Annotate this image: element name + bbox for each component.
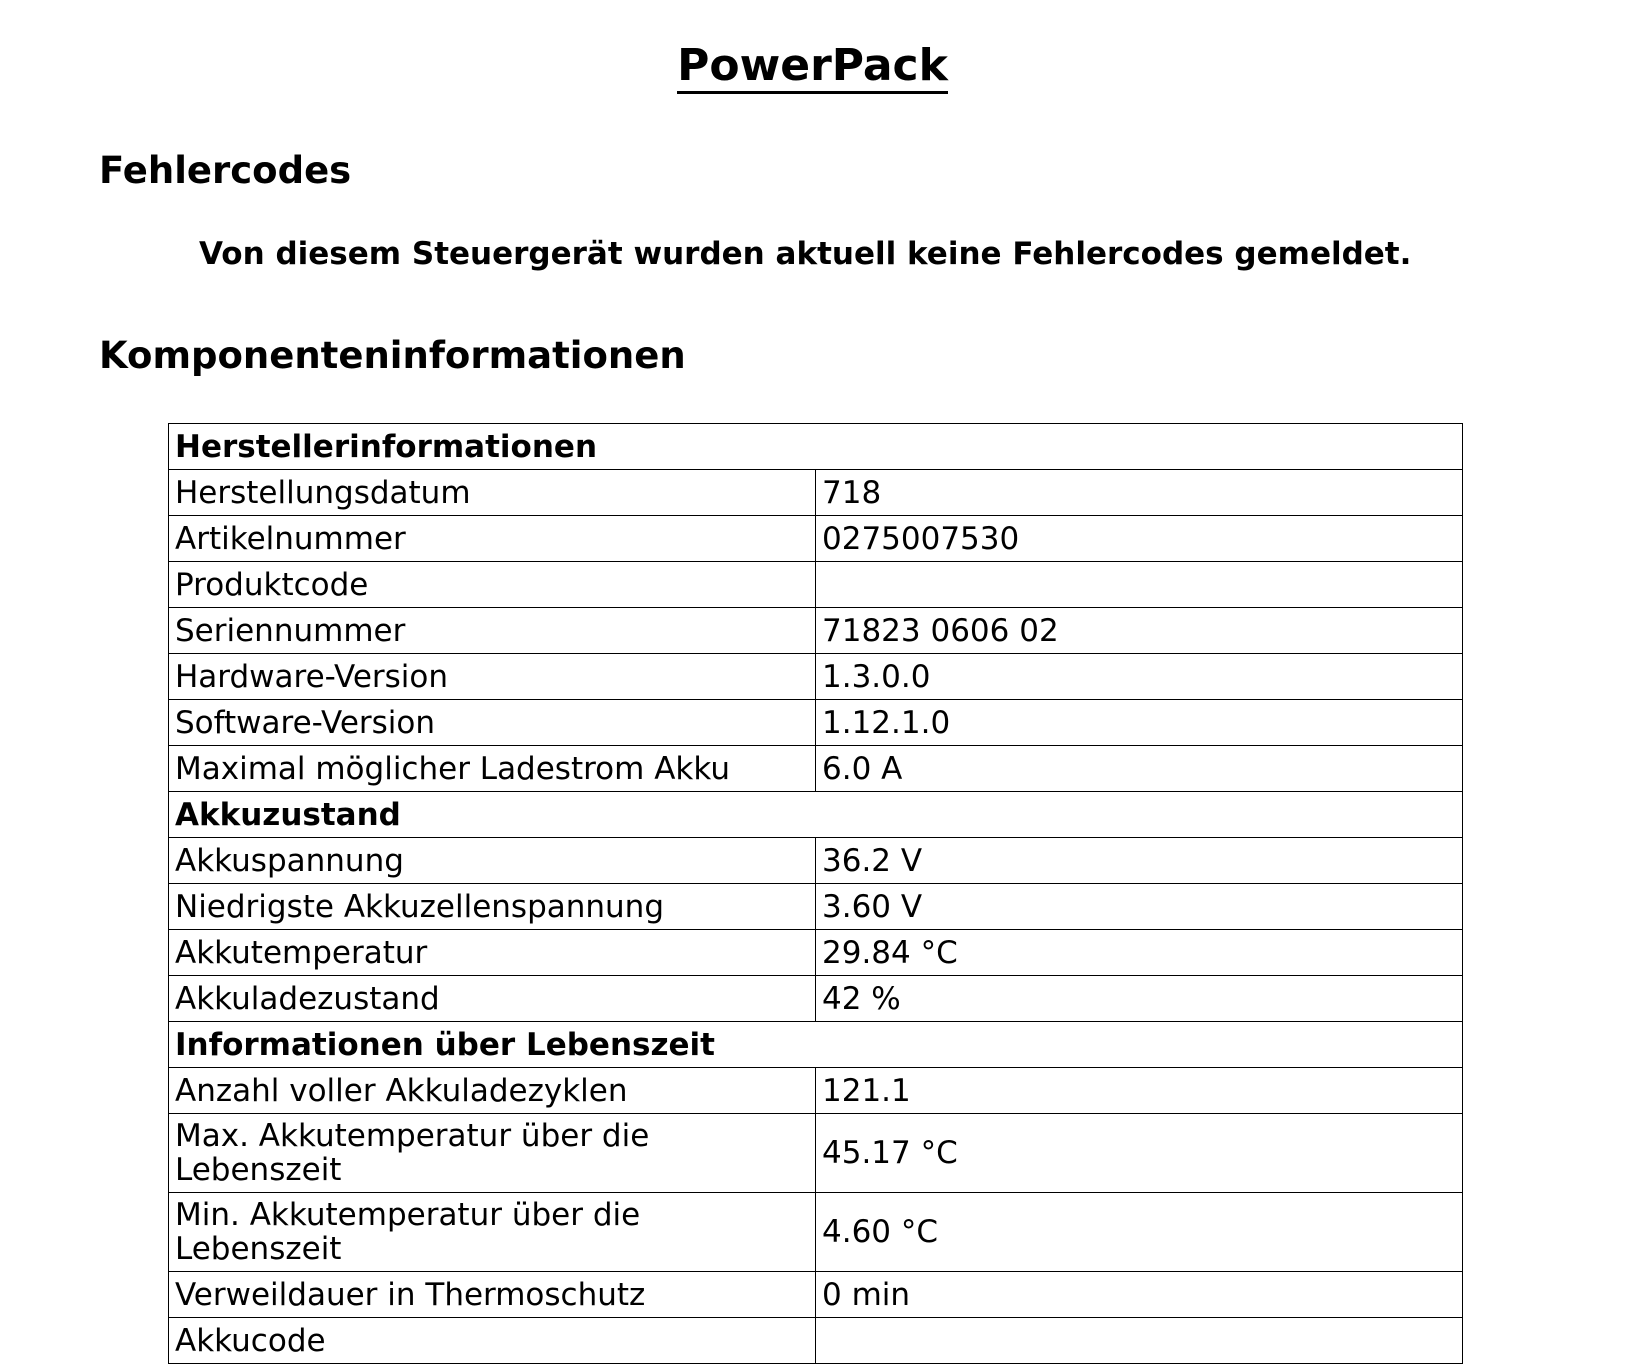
row-label: Akkucode bbox=[169, 1318, 816, 1364]
row-label: Akkuspannung bbox=[169, 838, 816, 884]
row-value: 36.2 V bbox=[816, 838, 1463, 884]
page-title-text: PowerPack bbox=[677, 40, 948, 94]
error-codes-heading: Fehlercodes bbox=[99, 149, 352, 192]
row-label: Produktcode bbox=[169, 562, 816, 608]
row-label: Niedrigste Akkuzellenspannung bbox=[169, 884, 816, 930]
table-group-row bbox=[169, 792, 1463, 838]
group-heading-manufacturer: Herstellerinformationen bbox=[169, 424, 1463, 470]
table-row bbox=[169, 1114, 1463, 1193]
table-row bbox=[169, 608, 1463, 654]
page-title bbox=[0, 38, 1625, 94]
component-info-table bbox=[168, 423, 1463, 1364]
table-row bbox=[169, 1068, 1463, 1114]
row-label: Software-Version bbox=[169, 700, 816, 746]
row-label: Maximal möglicher Ladestrom Akku bbox=[169, 746, 816, 792]
table-row bbox=[169, 884, 1463, 930]
row-value: 0275007530 bbox=[816, 516, 1463, 562]
table-row bbox=[169, 1193, 1463, 1272]
row-value: 121.1 bbox=[816, 1068, 1463, 1114]
component-info-heading: Komponenteninformationen bbox=[99, 334, 686, 377]
row-value: 6.0 A bbox=[816, 746, 1463, 792]
row-value: 29.84 °C bbox=[816, 930, 1463, 976]
table-row bbox=[169, 516, 1463, 562]
table-row bbox=[169, 1318, 1463, 1364]
table-group-row bbox=[169, 424, 1463, 470]
table-group-row bbox=[169, 1022, 1463, 1068]
row-label: Herstellungsdatum bbox=[169, 470, 816, 516]
row-value bbox=[816, 1318, 1463, 1364]
table-row bbox=[169, 470, 1463, 516]
row-label: Artikelnummer bbox=[169, 516, 816, 562]
row-label: Min. Akkutemperatur über die Lebenszeit bbox=[169, 1193, 816, 1272]
row-label: Verweildauer in Thermoschutz bbox=[169, 1272, 816, 1318]
row-label: Max. Akkutemperatur über die Lebenszeit bbox=[169, 1114, 816, 1193]
row-value: 1.12.1.0 bbox=[816, 700, 1463, 746]
row-label: Akkuladezustand bbox=[169, 976, 816, 1022]
table-row bbox=[169, 1272, 1463, 1318]
row-label: Seriennummer bbox=[169, 608, 816, 654]
table-row bbox=[169, 930, 1463, 976]
row-value: 45.17 °C bbox=[816, 1114, 1463, 1193]
group-heading-battery-state: Akkuzustand bbox=[169, 792, 1463, 838]
row-label: Hardware-Version bbox=[169, 654, 816, 700]
table-row bbox=[169, 746, 1463, 792]
row-value: 3.60 V bbox=[816, 884, 1463, 930]
table-row bbox=[169, 562, 1463, 608]
row-value: 0 min bbox=[816, 1272, 1463, 1318]
table-row bbox=[169, 654, 1463, 700]
row-label: Anzahl voller Akkuladezyklen bbox=[169, 1068, 816, 1114]
no-error-codes-notice: Von diesem Steuergerät wurden aktuell keine Fehlercodes gemeldet. bbox=[199, 236, 1412, 272]
row-value: 718 bbox=[816, 470, 1463, 516]
table-row bbox=[169, 838, 1463, 884]
row-label: Akkutemperatur bbox=[169, 930, 816, 976]
row-value: 42 % bbox=[816, 976, 1463, 1022]
table-row bbox=[169, 700, 1463, 746]
row-value: 1.3.0.0 bbox=[816, 654, 1463, 700]
row-value: 4.60 °C bbox=[816, 1193, 1463, 1272]
table-row bbox=[169, 976, 1463, 1022]
row-value bbox=[816, 562, 1463, 608]
group-heading-lifetime: Informationen über Lebenszeit bbox=[169, 1022, 1463, 1068]
row-value: 71823 0606 02 bbox=[816, 608, 1463, 654]
